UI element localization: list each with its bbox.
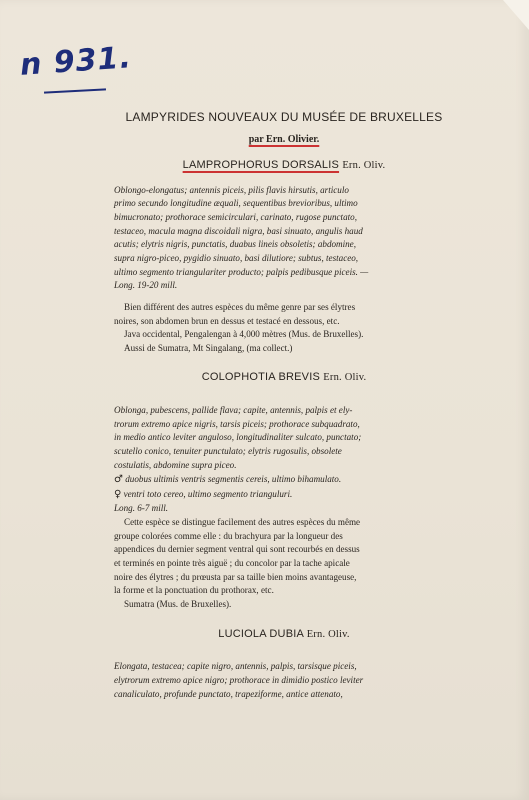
species-heading-1: [114, 157, 454, 174]
latin-line: Elongata, testacea; capite nigro, antennis, palpis, tarsisque piceis,: [114, 661, 357, 672]
handwritten-catalog-number: n 931.: [18, 40, 133, 83]
para-line: Java occidental, Pengalengan à 4,000 mètres (Mus. de Bruxelles).: [124, 329, 364, 340]
french-description-2: [114, 516, 454, 611]
french-description-1: [114, 301, 454, 356]
para-line: Cette espèce se distingue facilement des autres espèces du même: [124, 517, 361, 528]
latin-line: bimucronato; prothorace semicirculari, carinato, rugose punctato,: [114, 212, 357, 223]
species-name-1: LAMPROPHORUS DORSALIS: [182, 159, 340, 171]
latin-line: Oblonga, pubescens, pallide flava; capite, antennis, palpis et ely-: [114, 405, 353, 416]
latin-line: Oblongo-elongatus; antennis piceis, pilis flavis hirsutis, articulo: [114, 184, 349, 195]
latin-line: trorum extremo apice nigris, tarsis piceis; prothorace subquadrato,: [114, 418, 360, 429]
male-text: duobus ultimis ventris segmentis cereis, ultimo bihamulato.: [125, 474, 342, 485]
latin-line: costulatis, abdomine supra piceo.: [114, 459, 237, 470]
para-line: groupe colorées comme elle : du brachyura par la longueur des: [114, 530, 343, 541]
latin-line: Long. 19-20 mill.: [114, 280, 178, 291]
latin-line: supra nigro-piceo, pygidio sinuato, basi dilutiore; subtus, testaceo,: [114, 252, 359, 263]
para-line: Sumatra (Mus. de Bruxelles).: [124, 598, 232, 609]
latin-line: canaliculato, profunde punctato, trapeziforme, antice attenato,: [114, 688, 343, 699]
para-line: appendices du dernier segment ventral qui sont recourbés en dessus: [114, 544, 360, 555]
male-symbol-icon: ♂: [114, 474, 123, 486]
species-author-1: Ern. Oliv.: [342, 160, 386, 171]
species-author-3: Ern. Oliv.: [306, 628, 350, 640]
para-line: noires, son abdomen brun en dessus et testacé en dessous, etc.: [114, 315, 340, 326]
length-2: Long. 6-7 mill.: [114, 503, 169, 514]
latin-line: scutello conico, tenuiter punctulato; elytris rugosulis, obsolete: [114, 446, 342, 457]
species-heading-3: [114, 626, 454, 643]
latin-description-2: [114, 404, 454, 472]
species-name-3: LUCIOLA DUBIA: [218, 627, 304, 640]
para-line: noire des élytres ; du prœusta par sa taille bien moins avantageuse,: [114, 571, 357, 582]
species-heading-2: [114, 369, 454, 386]
latin-line: ultimo segmento triangulariter producto; palpis pedibusque piceis. —: [114, 266, 369, 277]
para-line: Bien différent des autres espèces du même genre par ses élytres: [124, 301, 356, 312]
species-name-2: COLOPHOTIA BREVIS: [201, 371, 321, 384]
female-characters: [114, 487, 454, 502]
latin-line: in medio antico leviter anguloso, longitudinaliter sulcato, punctato;: [114, 432, 362, 443]
article-body: [114, 108, 454, 701]
article-title: LAMPYRIDES NOUVEAUX DU MUSÉE DE BRUXELLES: [125, 110, 443, 124]
handwritten-underline: [44, 88, 106, 93]
latin-line: elytrorum extremo apice nigro; prothorace in dimidio postico leviter: [114, 674, 364, 685]
latin-line: acutis; elytris nigris, punctatis, duabus lineis obsoletis; abdomine,: [114, 239, 356, 250]
species-author-2: Ern. Oliv.: [323, 372, 367, 384]
latin-line: testaceo, macula magna discoidali nigra, basi sinuato, angulis haud: [114, 225, 363, 236]
latin-description-3: [114, 660, 454, 701]
female-symbol-icon: ♀: [114, 489, 122, 501]
female-text: ventri toto cereo, ultimo segmento trianguluri.: [123, 489, 293, 500]
byline-text: par Ern. Olivier.: [248, 134, 320, 145]
para-line: et terminés en pointe très aiguë ; du concolor par la tache apicale: [114, 557, 350, 568]
page-corner-fold: [503, 0, 529, 30]
male-characters: [114, 472, 454, 487]
latin-description-1: [114, 184, 454, 293]
article-byline: [114, 132, 454, 147]
para-line: Aussi de Sumatra, Mt Singalang, (ma collect.): [124, 342, 293, 353]
para-line: la forme et la ponctuation du prothorax, etc.: [114, 585, 274, 596]
latin-line: primo secundo longitudine æquali, sequentibus brevioribus, ultimo: [114, 198, 358, 209]
